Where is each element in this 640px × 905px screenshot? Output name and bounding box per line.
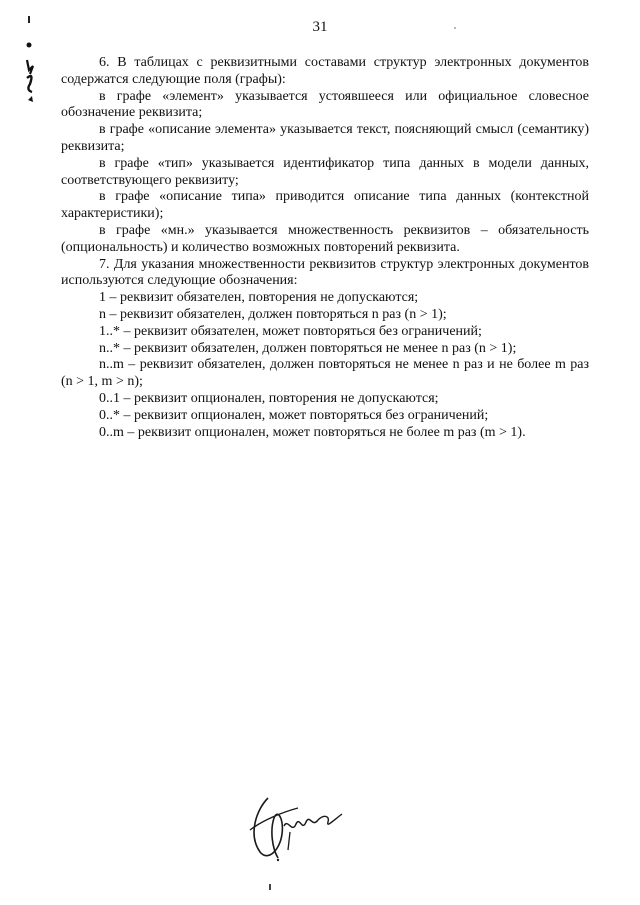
list-item: n..* – реквизит обязателен, должен повторяться не менее n раз (n > 1); bbox=[99, 340, 517, 356]
document-body bbox=[61, 55, 589, 441]
paragraph: в графе «описание элемента» указывается текст, поясняющий смысл (семантику) реквизита; bbox=[61, 122, 589, 154]
list-item: n – реквизит обязателен, должен повторяться n раз (n > 1); bbox=[99, 306, 447, 322]
list-item: n..m – реквизит обязателен, должен повторяться не менее n раз и не более m раз (n > 1, m > n); bbox=[61, 357, 589, 390]
paragraph: в графе «тип» указывается идентификатор типа данных в модели данных, соответствующего реквизиту; bbox=[61, 155, 589, 188]
paragraph: в графе «элемент» указывается устоявшееся или официальное словесное обозначение реквизита; bbox=[61, 88, 589, 121]
page-number: 31 bbox=[312, 19, 328, 35]
list-item: 0..1 – реквизит опционален, повторения не допускаются; bbox=[99, 390, 439, 406]
paragraph: 7. Для указания множественности реквизитов структур электронных документов используются следующие обозначения: bbox=[61, 256, 589, 289]
paragraph: в графе «мн.» указывается множественность реквизитов – обязательность (опциональность) и количество возможных повторений реквизита. bbox=[61, 222, 589, 255]
signature-icon bbox=[238, 790, 358, 865]
paragraph: 6. В таблицах с реквизитными составами структур электронных документов содержатся следующие поля (графы): bbox=[61, 55, 589, 87]
paragraph: в графе «описание типа» приводится описание типа данных (контекстной характеристики); bbox=[61, 189, 589, 222]
list-item: 1..* – реквизит обязателен, может повторяться без ограничений; bbox=[99, 323, 482, 339]
list-item: 1 – реквизит обязателен, повторения не допускаются; bbox=[99, 290, 419, 306]
list-item: 0..* – реквизит опционален, может повторяться без ограничений; bbox=[99, 407, 489, 423]
list-item: 0..m – реквизит опционален, может повторяться не более m раз (m > 1). bbox=[99, 424, 526, 440]
